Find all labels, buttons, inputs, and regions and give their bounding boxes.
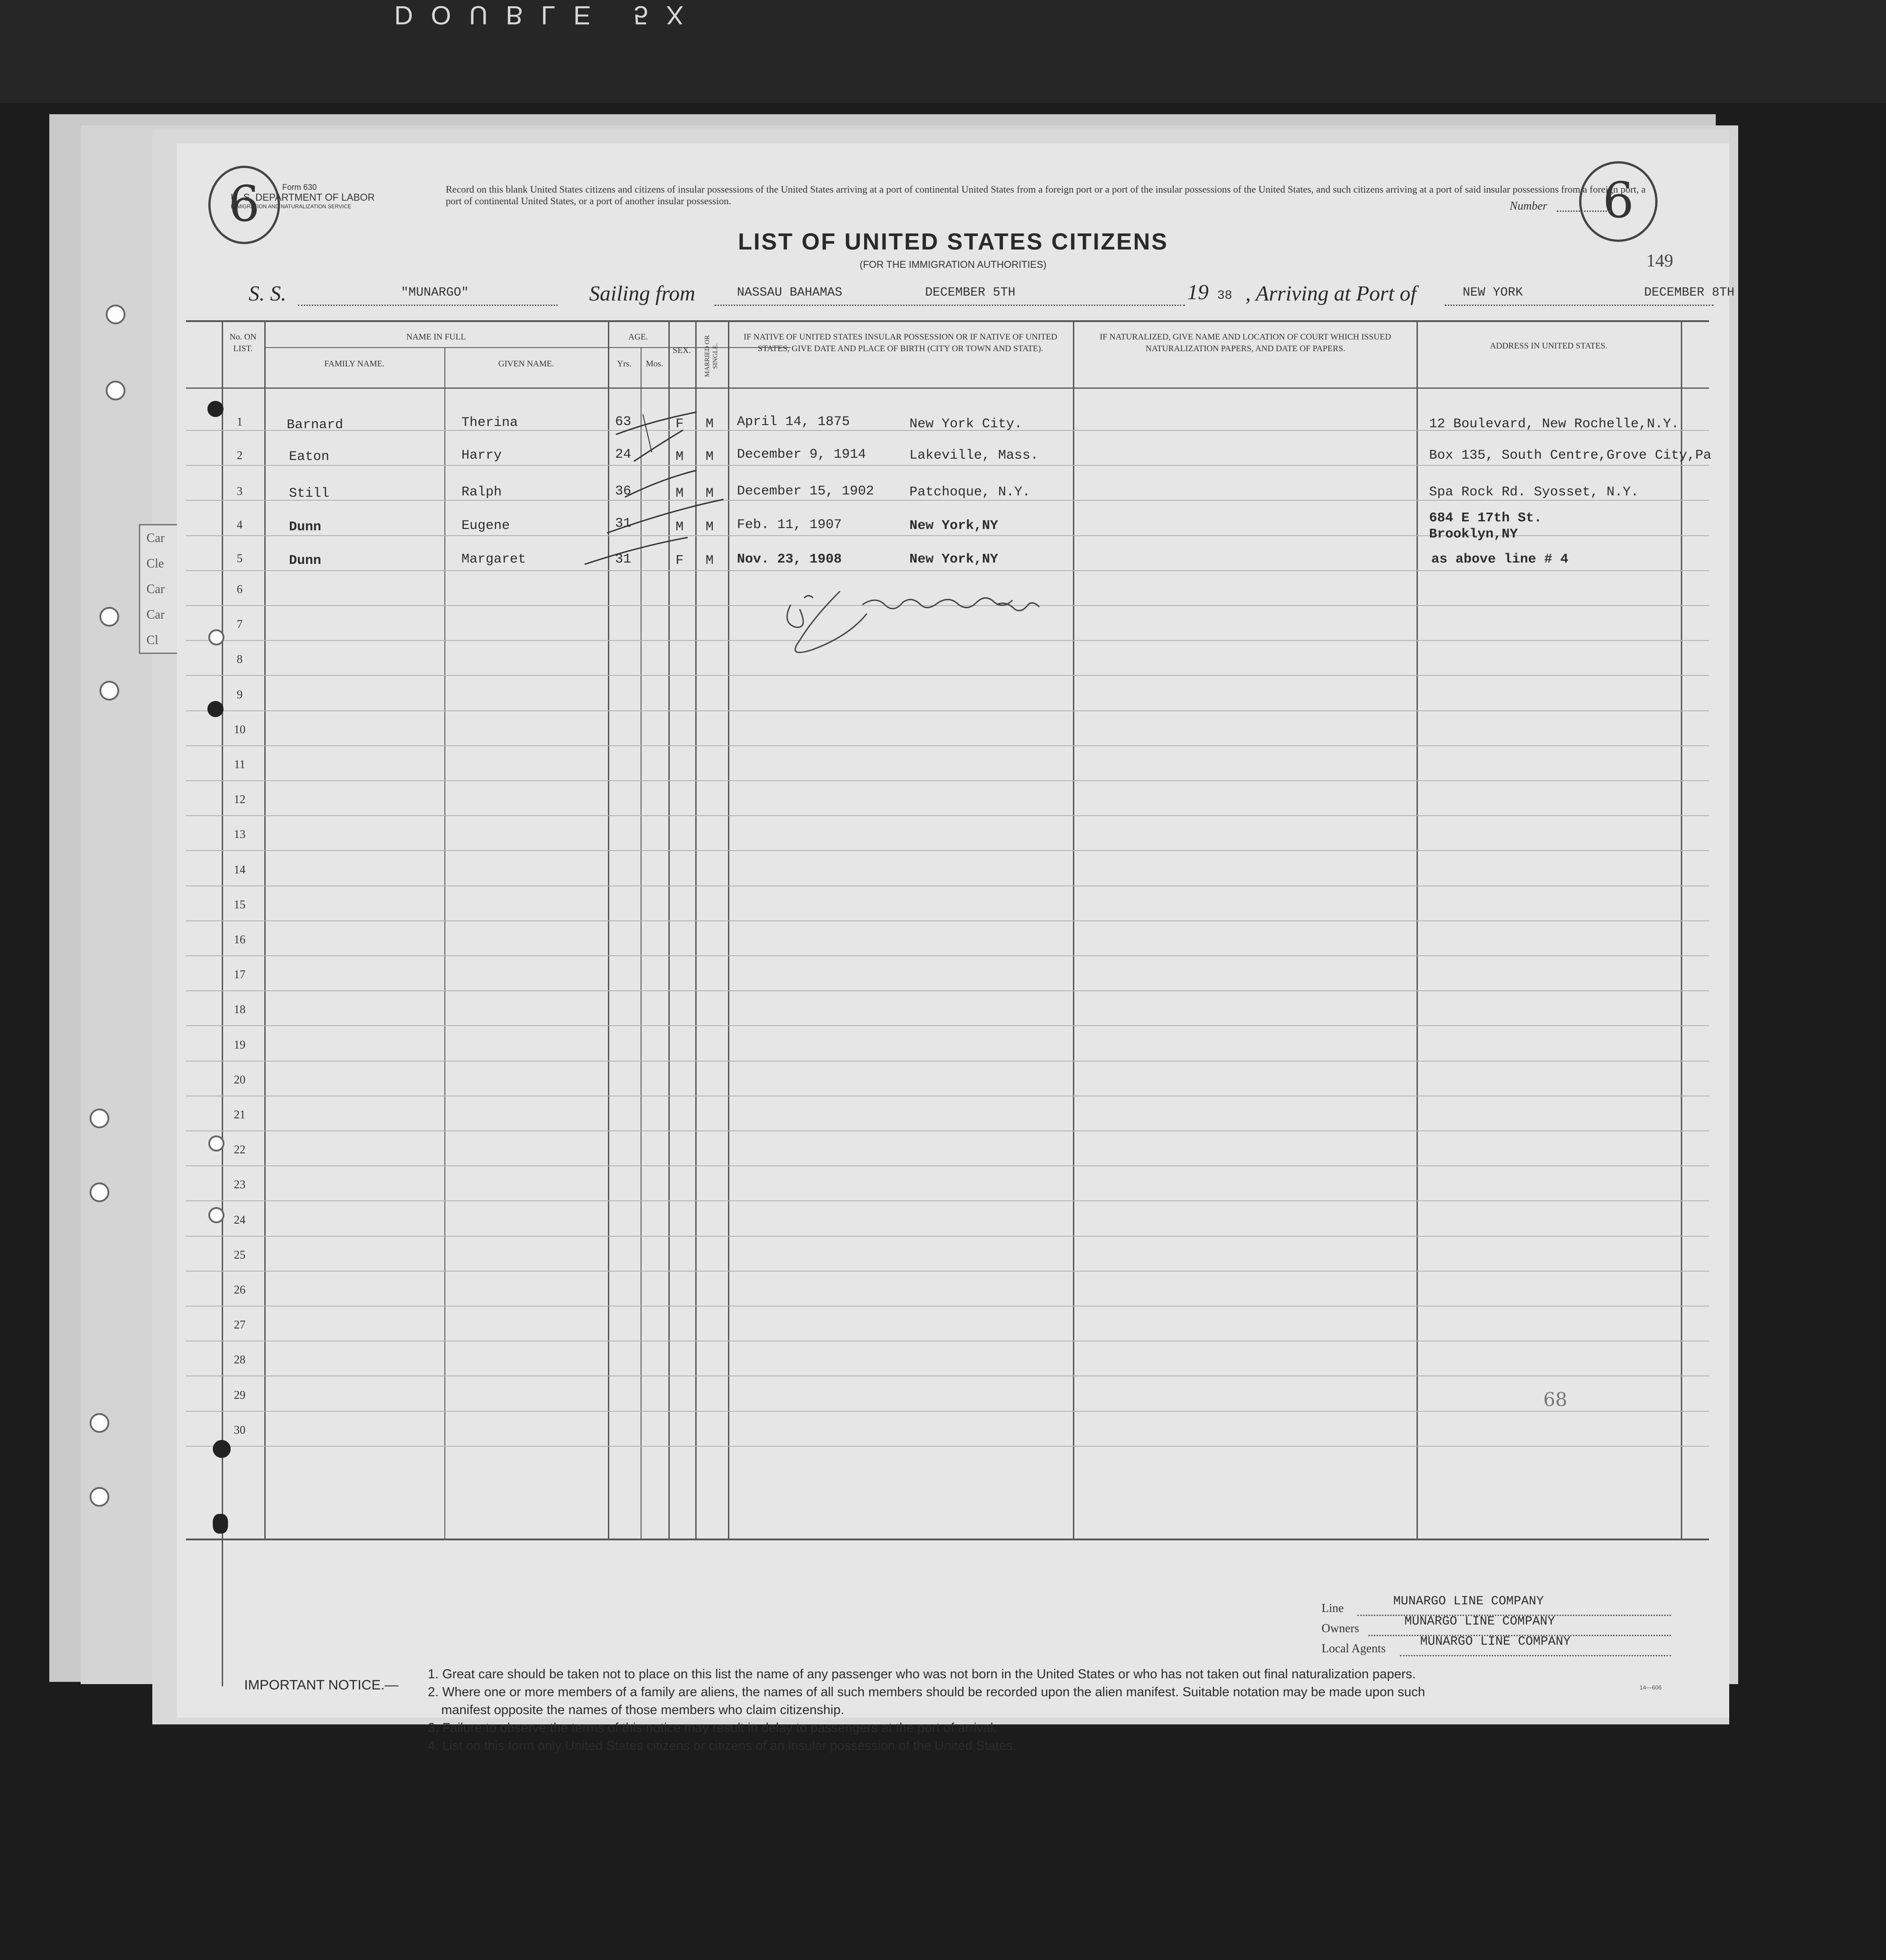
manifest-sheet xyxy=(177,143,1735,1753)
circled-mark: 6 xyxy=(1579,161,1658,242)
check-marks xyxy=(580,403,930,591)
row-rule xyxy=(186,1061,1709,1062)
row-rule xyxy=(186,1306,1709,1307)
col-rule xyxy=(1417,320,1418,1539)
row-number: 25 xyxy=(234,1248,245,1261)
age-years: 31 xyxy=(615,552,632,567)
sex: M xyxy=(676,520,684,535)
row-number: 17 xyxy=(234,968,245,981)
birth-date: Feb. 11, 1907 xyxy=(737,517,842,533)
row-rule xyxy=(186,1025,1709,1026)
line-label: Line xyxy=(1322,1601,1344,1615)
address: 12 Boulevard, New Rochelle,N.Y. xyxy=(1429,417,1679,432)
row-number: 21 xyxy=(234,1108,245,1121)
row-rule xyxy=(186,1375,1709,1376)
col-rule xyxy=(264,320,266,1539)
given-name: Therina xyxy=(461,415,518,430)
punch-hole xyxy=(213,1440,231,1458)
local-agents-value: MUNARGO LINE COMPANY xyxy=(1420,1635,1571,1649)
birth-date: Nov. 23, 1908 xyxy=(737,552,842,567)
row-number: 20 xyxy=(234,1073,245,1086)
col-header-name: NAME IN FULL xyxy=(406,332,466,342)
row-number: 1 xyxy=(237,415,243,428)
sex: F xyxy=(676,553,684,568)
punch-hole xyxy=(208,1207,224,1223)
row-number: 8 xyxy=(237,653,243,666)
marital-status: M xyxy=(706,417,714,432)
row-number: 18 xyxy=(234,1003,245,1016)
row-number: 2 xyxy=(237,449,243,462)
address: Spa Rock Rd. Syosset, N.Y. xyxy=(1429,485,1639,500)
row-number: 30 xyxy=(234,1423,245,1436)
row-rule xyxy=(186,1236,1709,1237)
birth-place: New York,NY xyxy=(909,552,999,567)
page-subtitle: (FOR THE IMMIGRATION AUTHORITIES) xyxy=(859,259,1047,270)
owners-value: MUNARGO LINE COMPANY xyxy=(1404,1615,1555,1629)
form-number: Form 630 xyxy=(282,183,317,192)
row-number: 13 xyxy=(234,828,245,841)
row-number: 19 xyxy=(234,1038,245,1051)
row-number: 15 xyxy=(234,898,245,911)
row-number: 23 xyxy=(234,1178,245,1191)
birth-date: April 14, 1875 xyxy=(737,414,850,430)
col-header-sex: SEX. xyxy=(672,346,691,355)
row-number: 22 xyxy=(234,1143,245,1156)
inspector-signature xyxy=(773,578,1077,654)
depart-year-prefix: 19 xyxy=(1187,280,1209,304)
row-number: 27 xyxy=(234,1318,245,1332)
department: U. S. DEPARTMENT OF LABOR xyxy=(231,192,375,203)
punch-hole xyxy=(207,701,224,717)
row-number: 4 xyxy=(237,518,243,531)
col-header-family: FAMILY NAME. xyxy=(324,359,385,369)
row-number: 12 xyxy=(234,793,245,806)
col-header-naturalized: IF NATURALIZED, GIVE NAME AND LOCATION OF COURT WHICH ISSUED NATURALIZATION PAPERS, AND DATE OF PAPERS. xyxy=(1099,332,1391,353)
birth-date: December 9, 1914 xyxy=(737,447,866,462)
row-rule xyxy=(186,500,1709,501)
ship-fill-line xyxy=(298,305,558,306)
tab-label: Cle xyxy=(146,557,164,571)
birth-place: Lakeville, Mass. xyxy=(909,448,1039,463)
punch-hole xyxy=(90,1182,109,1202)
punch-hole xyxy=(106,381,125,400)
local-agents-fill xyxy=(1400,1655,1671,1656)
depart-year: 38 xyxy=(1217,289,1232,303)
family-name: Barnard xyxy=(287,417,344,433)
row-rule xyxy=(186,815,1709,816)
ship-name: "MUNARGO" xyxy=(401,286,469,300)
depart-date: DECEMBER 5TH xyxy=(925,286,1016,300)
address: Box 135, South Centre,Grove City,Pa xyxy=(1429,448,1712,463)
notice-item-2-cont: manifest opposite the names of those members who claim citizenship. xyxy=(441,1703,844,1717)
row-rule xyxy=(186,1271,1709,1272)
punch-hole xyxy=(213,1514,228,1534)
film-edge xyxy=(0,0,1886,103)
header-note: Record on this blank United States citizens and citizens of insular possessions of the United States arriving at a port of continental United States from a foreign port or a port of the insular possessions of the United States, and such citizens arriving at a port of said insular possessions from a foreign port, a port of continental United States, or a port of another insular possession. xyxy=(446,184,1646,206)
punch-hole xyxy=(90,1109,109,1128)
tab-label: Cl xyxy=(146,633,159,647)
row-rule xyxy=(186,570,1709,571)
marital-status: M xyxy=(706,449,714,464)
col-rule xyxy=(1073,320,1074,1539)
notice-item-3: 3. Failure to observe the terms of this notice may result in delay to passengers at the port of arrival. xyxy=(428,1721,997,1735)
row-number: 6 xyxy=(237,583,243,596)
col-header-mos: Mos. xyxy=(646,359,663,369)
address: 684 E 17th St. xyxy=(1429,511,1542,526)
row-number: 26 xyxy=(234,1283,245,1296)
sheet-number: 149 xyxy=(1646,250,1673,271)
punch-hole xyxy=(106,305,125,324)
row-number: 14 xyxy=(234,863,245,876)
family-name: Dunn xyxy=(289,520,322,535)
service: IMMIGRATION AND NATURALIZATION SERVICE xyxy=(231,203,352,210)
birth-place: New York City. xyxy=(909,417,1023,432)
marital-status: M xyxy=(706,486,714,501)
age-years: 36 xyxy=(615,484,632,499)
page-title: LIST OF UNITED STATES CITIZENS xyxy=(738,229,1168,255)
family-name: Eaton xyxy=(289,449,330,464)
margin-note: 68 xyxy=(1543,1388,1567,1410)
given-name: Eugene xyxy=(461,518,510,533)
col-header-given: GIVEN NAME. xyxy=(498,359,554,369)
line-value: MUNARGO LINE COMPANY xyxy=(1393,1595,1544,1608)
row-number: 29 xyxy=(234,1388,245,1401)
ss-label: S. S. xyxy=(249,282,286,305)
col-header-native: IF NATIVE OF UNITED STATES INSULAR POSSESSION OR IF NATIVE OF UNITED STATES, GIVE DATE AND PLACE OF BIRTH (CITY OR TOWN AND STATE). xyxy=(744,332,1057,353)
row-number: 24 xyxy=(234,1213,245,1226)
arriving-label: , Arriving at Port of xyxy=(1245,282,1417,305)
family-name: Dunn xyxy=(289,553,322,568)
row-number: 16 xyxy=(234,933,245,946)
arrival-fill-line xyxy=(1445,305,1714,306)
given-name: Harry xyxy=(461,448,502,463)
row-number: 11 xyxy=(234,758,245,771)
col-header-age: AGE. xyxy=(628,332,648,342)
punch-hole xyxy=(90,1413,109,1433)
marital-status: M xyxy=(706,553,714,568)
col-header-married: MARRIED OR SINGLE. xyxy=(704,335,719,377)
header-bottom-rule xyxy=(186,387,1709,389)
row-number: 7 xyxy=(237,618,243,631)
sex: M xyxy=(676,486,684,501)
row-rule xyxy=(186,1165,1709,1166)
row-number: 9 xyxy=(237,688,243,701)
notice-item-2: 2. Where one or more members of a family are aliens, the names of all such members should be recorded upon the alien manifest. Suitable notation may be made upon such xyxy=(428,1685,1425,1699)
given-name: Margaret xyxy=(461,552,526,567)
age-years: 24 xyxy=(615,447,632,462)
punch-hole xyxy=(90,1487,109,1507)
number-fill-line xyxy=(1557,211,1610,212)
row-rule xyxy=(186,1411,1709,1412)
film-edge-text: DOUBLE 5X xyxy=(394,0,702,30)
row-rule xyxy=(186,850,1709,851)
row-rule xyxy=(186,885,1709,886)
given-name: Ralph xyxy=(461,485,502,500)
age-years: 63 xyxy=(615,414,632,430)
row-rule xyxy=(186,920,1709,921)
from-port: NASSAU BAHAMAS xyxy=(737,286,843,300)
row-number: 28 xyxy=(234,1353,245,1367)
row-rule xyxy=(186,955,1709,956)
birth-date: December 15, 1902 xyxy=(737,484,874,499)
number-label: Number xyxy=(1510,199,1547,212)
notice-item-1: 1. Great care should be taken not to place on this list the name of any passenger who was not born in the United States or who has not taken out final naturalization papers. xyxy=(428,1667,1416,1681)
punch-hole xyxy=(208,629,224,645)
row-rule xyxy=(186,780,1709,781)
notice-heading: IMPORTANT NOTICE.— xyxy=(244,1677,399,1693)
birth-place: Patchoque, N.Y. xyxy=(909,485,1031,500)
print-code: 14—606 xyxy=(1640,1684,1662,1691)
age-years: 31 xyxy=(615,516,632,531)
owners-label: Owners xyxy=(1322,1621,1359,1635)
tab-label: Car xyxy=(146,531,165,545)
notice-item-4: 4. List on this form only United States citizens or citizens of an insular possession of the United States. xyxy=(428,1739,1016,1753)
arrival-date: DECEMBER 8TH xyxy=(1644,286,1735,300)
from-fill-line xyxy=(715,305,1185,306)
col-rule xyxy=(1681,320,1682,1539)
row-rule xyxy=(186,1446,1709,1447)
row-number: 10 xyxy=(234,722,245,736)
row-rule xyxy=(186,710,1709,711)
sex: F xyxy=(676,417,684,432)
sailing-label: Sailing from xyxy=(589,282,695,305)
sex: M xyxy=(676,449,684,464)
row-rule xyxy=(186,990,1709,991)
punch-hole xyxy=(207,401,224,417)
circled-mark: 6 xyxy=(208,166,280,244)
col-header-yrs: Yrs. xyxy=(617,359,632,369)
tab-label: Car xyxy=(146,582,165,596)
row-rule xyxy=(186,745,1709,746)
arrival-port: NEW YORK xyxy=(1463,286,1523,300)
table-bottom-rule xyxy=(186,1539,1709,1540)
row-number: 3 xyxy=(237,485,243,498)
punch-hole xyxy=(99,607,119,627)
col-rule xyxy=(444,347,445,1539)
address-line-2: Brooklyn,NY xyxy=(1429,527,1518,542)
address: as above line # 4 xyxy=(1431,552,1569,567)
row-rule xyxy=(186,465,1709,466)
marital-status: M xyxy=(706,520,714,535)
tab-label: Car xyxy=(146,608,165,622)
family-name: Still xyxy=(289,486,330,501)
row-rule xyxy=(186,675,1709,676)
local-agents-label: Local Agents xyxy=(1322,1642,1386,1655)
row-rule xyxy=(186,1200,1709,1201)
col-header-no: No. ON LIST. xyxy=(229,332,257,353)
row-number: 5 xyxy=(237,552,243,565)
punch-hole xyxy=(208,1135,224,1152)
col-header-address: ADDRESS IN UNITED STATES. xyxy=(1490,341,1608,351)
birth-place: New York,NY xyxy=(909,518,999,533)
punch-hole xyxy=(99,681,119,701)
table-top-rule xyxy=(186,320,1709,322)
row-rule xyxy=(186,1130,1709,1131)
